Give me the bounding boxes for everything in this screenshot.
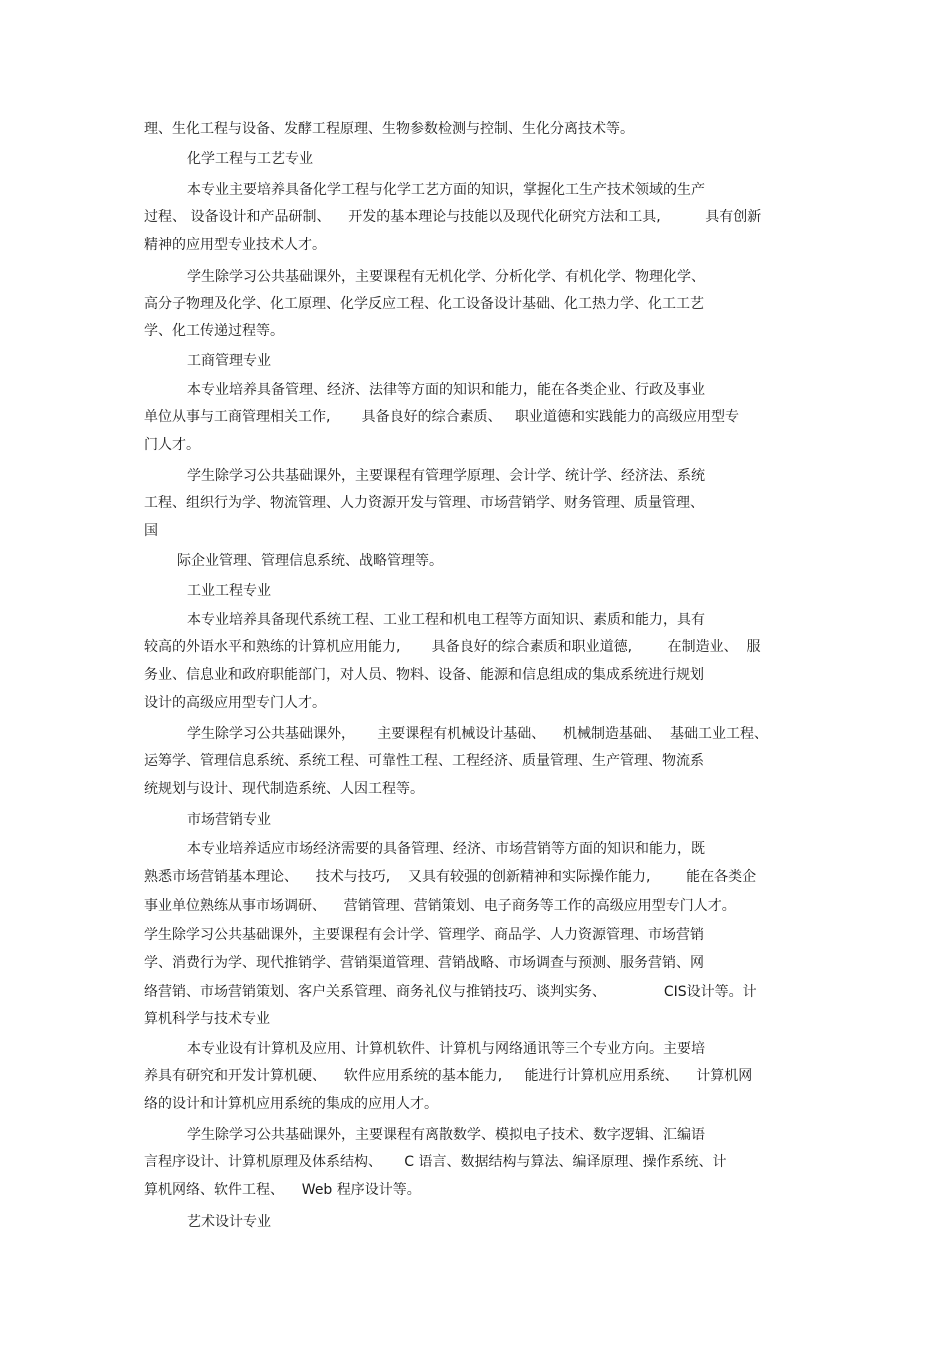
- text-line: 本专业培养适应市场经济需要的具备管理、经济、市场营销等方面的知识和能力，既: [187, 841, 705, 857]
- text-line: 学生除学习公共基础课外，主要课程有会计学、管理学、商品学、人力资源管理、市场营销: [144, 927, 704, 943]
- text-line: 高分子物理及化学、化工原理、化学反应工程、化工设备设计基础、化工热力学、化工工艺: [144, 296, 704, 312]
- text-line: 精神的应用型专业技术人才。: [144, 237, 326, 253]
- text-line: 算机网络、软件工程、 Web 程序设计等。: [144, 1182, 421, 1198]
- text-line: 际企业管理、管理信息系统、战略管理等。: [177, 553, 443, 569]
- text-line: 国: [144, 523, 158, 539]
- text-line: 本专业主要培养具备化学工程与化学工艺方面的知识，掌握化工生产技术领域的生产: [187, 182, 705, 198]
- text-line: 学、消费行为学、现代推销学、营销渠道管理、营销战略、市场调查与预测、服务营销、网: [144, 955, 704, 971]
- text-line: 言程序设计、计算机原理及体系结构、 C 语言、数据结构与算法、编译原理、操作系统、计: [144, 1154, 727, 1170]
- text-line: 运筹学、管理信息系统、系统工程、可靠性工程、工程经济、质量管理、生产管理、物流系: [144, 753, 704, 769]
- text-line: 熟悉市场营销基本理论、 技术与技巧, 又具有较强的创新精神和实际操作能力, 能在各类企: [144, 869, 757, 885]
- text-line: 单位从事与工商管理相关工作, 具备良好的综合素质、 职业道德和实践能力的高级应用型专: [144, 409, 739, 425]
- text-line: 算机科学与技术专业: [144, 1011, 270, 1027]
- text-line: 学、化工传递过程等。: [144, 323, 284, 339]
- text-line: 络的设计和计算机应用系统的集成的应用人才。: [144, 1096, 438, 1112]
- section-heading-chemical-engineering: 化学工程与工艺专业: [187, 151, 313, 167]
- text-line: 学生除学习公共基础课外，主要课程有无机化学、分析化学、有机化学、物理化学、: [187, 269, 705, 285]
- text-line: 养具有研究和开发计算机硬、 软件应用系统的基本能力, 能进行计算机应用系统、 计算机网: [144, 1068, 753, 1084]
- text-line: 过程、 设备设计和产品研制、 开发的基本理论与技能以及现代化研究方法和工具, 具有创新: [144, 209, 762, 225]
- text-line: 统规划与设计、现代制造系统、人因工程等。: [144, 781, 424, 797]
- text-line: 络营销、市场营销策划、客户关系管理、商务礼仪与推销技巧、谈判实务、 CIS设计等。计: [144, 984, 757, 1000]
- text-line: 学生除学习公共基础课外， 主要课程有机械设计基础、 机械制造基础、 基础工业工程、: [187, 726, 768, 742]
- text-line: 理、生化工程与设备、发酵工程原理、生物参数检测与控制、生化分离技术等。: [144, 121, 634, 137]
- text-line: 较高的外语水平和熟练的计算机应用能力, 具备良好的综合素质和职业道德, 在制造业、 服: [144, 639, 761, 655]
- section-heading-marketing: 市场营销专业: [187, 812, 271, 828]
- text-line: 设计的高级应用型专门人才。: [144, 695, 326, 711]
- text-line: 本专业培养具备管理、经济、法律等方面的知识和能力，能在各类企业、行政及事业: [187, 382, 705, 398]
- section-heading-art-design: 艺术设计专业: [187, 1214, 271, 1230]
- section-heading-industrial-engineering: 工业工程专业: [187, 583, 271, 599]
- text-line: 本专业设有计算机及应用、计算机软件、计算机与网络通讯等三个专业方向。主要培: [187, 1041, 705, 1057]
- text-line: 事业单位熟练从事市场调研、 营销管理、营销策划、电子商务等工作的高级应用型专门人才。: [144, 898, 736, 914]
- text-line: 学生除学习公共基础课外，主要课程有离散数学、模拟电子技术、数字逻辑、汇编语: [187, 1127, 705, 1143]
- text-line: 门人才。: [144, 437, 200, 453]
- text-line: 工程、组织行为学、物流管理、人力资源开发与管理、市场营销学、财务管理、质量管理、: [144, 495, 704, 511]
- section-heading-business-management: 工商管理专业: [187, 353, 271, 369]
- text-line: 学生除学习公共基础课外，主要课程有管理学原理、会计学、统计学、经济法、系统: [187, 468, 705, 484]
- text-line: 务业、信息业和政府职能部门，对人员、物料、设备、能源和信息组成的集成系统进行规划: [144, 667, 704, 683]
- text-line: 本专业培养具备现代系统工程、工业工程和机电工程等方面知识、素质和能力，具有: [187, 612, 705, 628]
